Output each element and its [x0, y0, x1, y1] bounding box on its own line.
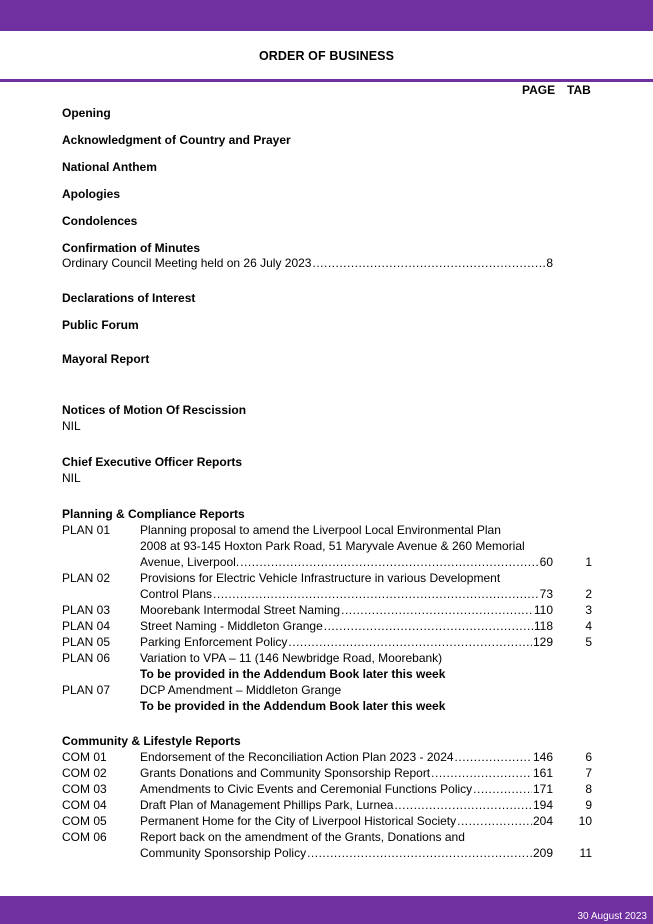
com02-line1: Grants Donations and Community Sponsorship Report — [140, 766, 431, 780]
plan02-entry — [140, 587, 553, 601]
plan05-line1: Parking Enforcement Policy — [140, 635, 288, 649]
rescission-heading: Notices of Motion Of Rescission — [62, 403, 247, 417]
plan05-code: PLAN 05 — [62, 635, 111, 649]
plan01-line2: 2008 at 93-145 Hoxton Park Road, 51 Maryvale Avenue & 260 Memorial — [140, 539, 525, 553]
item-condolences: Condolences — [62, 214, 138, 228]
plan03-tab: 3 — [585, 603, 592, 617]
dot-leader — [307, 846, 532, 860]
com01-code: COM 01 — [62, 750, 107, 764]
minutes-entry — [62, 256, 553, 270]
item-declarations: Declarations of Interest — [62, 291, 196, 305]
plan01-line1: Planning proposal to amend the Liverpool Local Environmental Plan — [140, 523, 501, 537]
plan04-code: PLAN 04 — [62, 619, 111, 633]
dot-leader — [341, 603, 533, 617]
bottom-banner — [0, 896, 653, 924]
plan01-line3: Avenue, Liverpool. — [140, 555, 240, 569]
dot-leader — [240, 555, 538, 569]
com03-entry — [140, 782, 553, 796]
com02-entry — [140, 766, 553, 780]
item-anthem: National Anthem — [62, 160, 157, 174]
com05-page: 204 — [532, 814, 553, 828]
tab-column-header: TAB — [567, 83, 591, 97]
com04-code: COM 04 — [62, 798, 107, 812]
planning-heading: Planning & Compliance Reports — [62, 507, 245, 521]
com04-line1: Draft Plan of Management Phillips Park, Lurnea — [140, 798, 394, 812]
com05-tab: 10 — [578, 814, 592, 828]
dot-leader — [473, 782, 532, 796]
com01-tab: 6 — [585, 750, 592, 764]
plan06-line1: Variation to VPA – 11 (146 Newbridge Road, Moorebank) — [140, 651, 443, 665]
plan06-note: To be provided in the Addendum Book later this week — [140, 667, 446, 681]
plan05-entry — [140, 635, 553, 649]
plan01-code: PLAN 01 — [62, 523, 111, 537]
com03-tab: 8 — [585, 782, 592, 796]
com03-line1: Amendments to Civic Events and Ceremonial Functions Policy — [140, 782, 473, 796]
plan07-line1: DCP Amendment – Middleton Grange — [140, 683, 342, 697]
plan05-tab: 5 — [585, 635, 592, 649]
com04-page: 194 — [532, 798, 553, 812]
item-acknowledgment: Acknowledgment of Country and Prayer — [62, 133, 291, 147]
com04-entry — [140, 798, 553, 812]
plan02-tab: 2 — [585, 587, 592, 601]
plan03-code: PLAN 03 — [62, 603, 111, 617]
plan04-tab: 4 — [585, 619, 592, 633]
ceo-text: NIL — [62, 471, 81, 485]
com06-code: COM 06 — [62, 830, 107, 844]
dot-leader — [431, 766, 532, 780]
plan01-tab: 1 — [585, 555, 592, 569]
page-column-header: PAGE — [522, 83, 556, 97]
com05-entry — [140, 814, 553, 828]
rescission-text: NIL — [62, 419, 81, 433]
dot-leader — [312, 256, 545, 270]
plan01-page: 60 — [539, 555, 553, 569]
dot-leader — [288, 635, 532, 649]
com02-code: COM 02 — [62, 766, 107, 780]
com06-line2: Community Sponsorship Policy — [140, 846, 307, 860]
item-apologies: Apologies — [62, 187, 121, 201]
plan01-entry — [140, 555, 553, 569]
item-opening: Opening — [62, 106, 111, 120]
item-public-forum: Public Forum — [62, 318, 139, 332]
plan03-entry — [140, 603, 553, 617]
com01-page: 146 — [532, 750, 553, 764]
plan02-line2: Control Plans — [140, 587, 213, 601]
com02-page: 161 — [532, 766, 553, 780]
com06-line1: Report back on the amendment of the Grants, Donations and — [140, 830, 465, 844]
plan03-page: 110 — [533, 603, 553, 617]
com04-tab: 9 — [585, 798, 592, 812]
dot-leader — [394, 798, 532, 812]
plan04-entry — [140, 619, 553, 633]
minutes-heading: Confirmation of Minutes — [62, 241, 200, 255]
com02-tab: 7 — [585, 766, 592, 780]
plan05-page: 129 — [532, 635, 553, 649]
com06-entry — [140, 846, 553, 860]
com01-entry — [140, 750, 553, 764]
top-banner — [0, 0, 653, 31]
plan07-note: To be provided in the Addendum Book later this week — [140, 699, 446, 713]
plan04-page: 118 — [533, 619, 553, 633]
plan02-page: 73 — [539, 587, 553, 601]
plan06-code: PLAN 06 — [62, 651, 111, 665]
com06-page: 209 — [532, 846, 553, 860]
dot-leader — [457, 814, 532, 828]
com06-tab: 11 — [579, 846, 592, 860]
page-title: ORDER OF BUSINESS — [258, 49, 395, 63]
minutes-page: 8 — [546, 256, 553, 270]
title-divider — [0, 79, 653, 82]
minutes-text: Ordinary Council Meeting held on 26 July 2023 — [62, 256, 312, 270]
com03-page: 171 — [532, 782, 553, 796]
ceo-heading: Chief Executive Officer Reports — [62, 455, 243, 469]
com05-code: COM 05 — [62, 814, 107, 828]
plan03-line1: Moorebank Intermodal Street Naming — [140, 603, 341, 617]
item-mayoral-report: Mayoral Report — [62, 352, 150, 366]
plan07-code: PLAN 07 — [62, 683, 111, 697]
com01-line1: Endorsement of the Reconciliation Action Plan 2023 - 2024 — [140, 750, 454, 764]
dot-leader — [324, 619, 533, 633]
footer-date: 30 August 2023 — [577, 911, 647, 922]
com05-line1: Permanent Home for the City of Liverpool Historical Society — [140, 814, 457, 828]
plan02-code: PLAN 02 — [62, 571, 111, 585]
plan02-line1: Provisions for Electric Vehicle Infrastructure in various Development — [140, 571, 501, 585]
plan04-line1: Street Naming - Middleton Grange — [140, 619, 323, 633]
dot-leader — [455, 750, 532, 764]
com03-code: COM 03 — [62, 782, 107, 796]
dot-leader — [213, 587, 539, 601]
community-heading: Community & Lifestyle Reports — [62, 734, 241, 748]
